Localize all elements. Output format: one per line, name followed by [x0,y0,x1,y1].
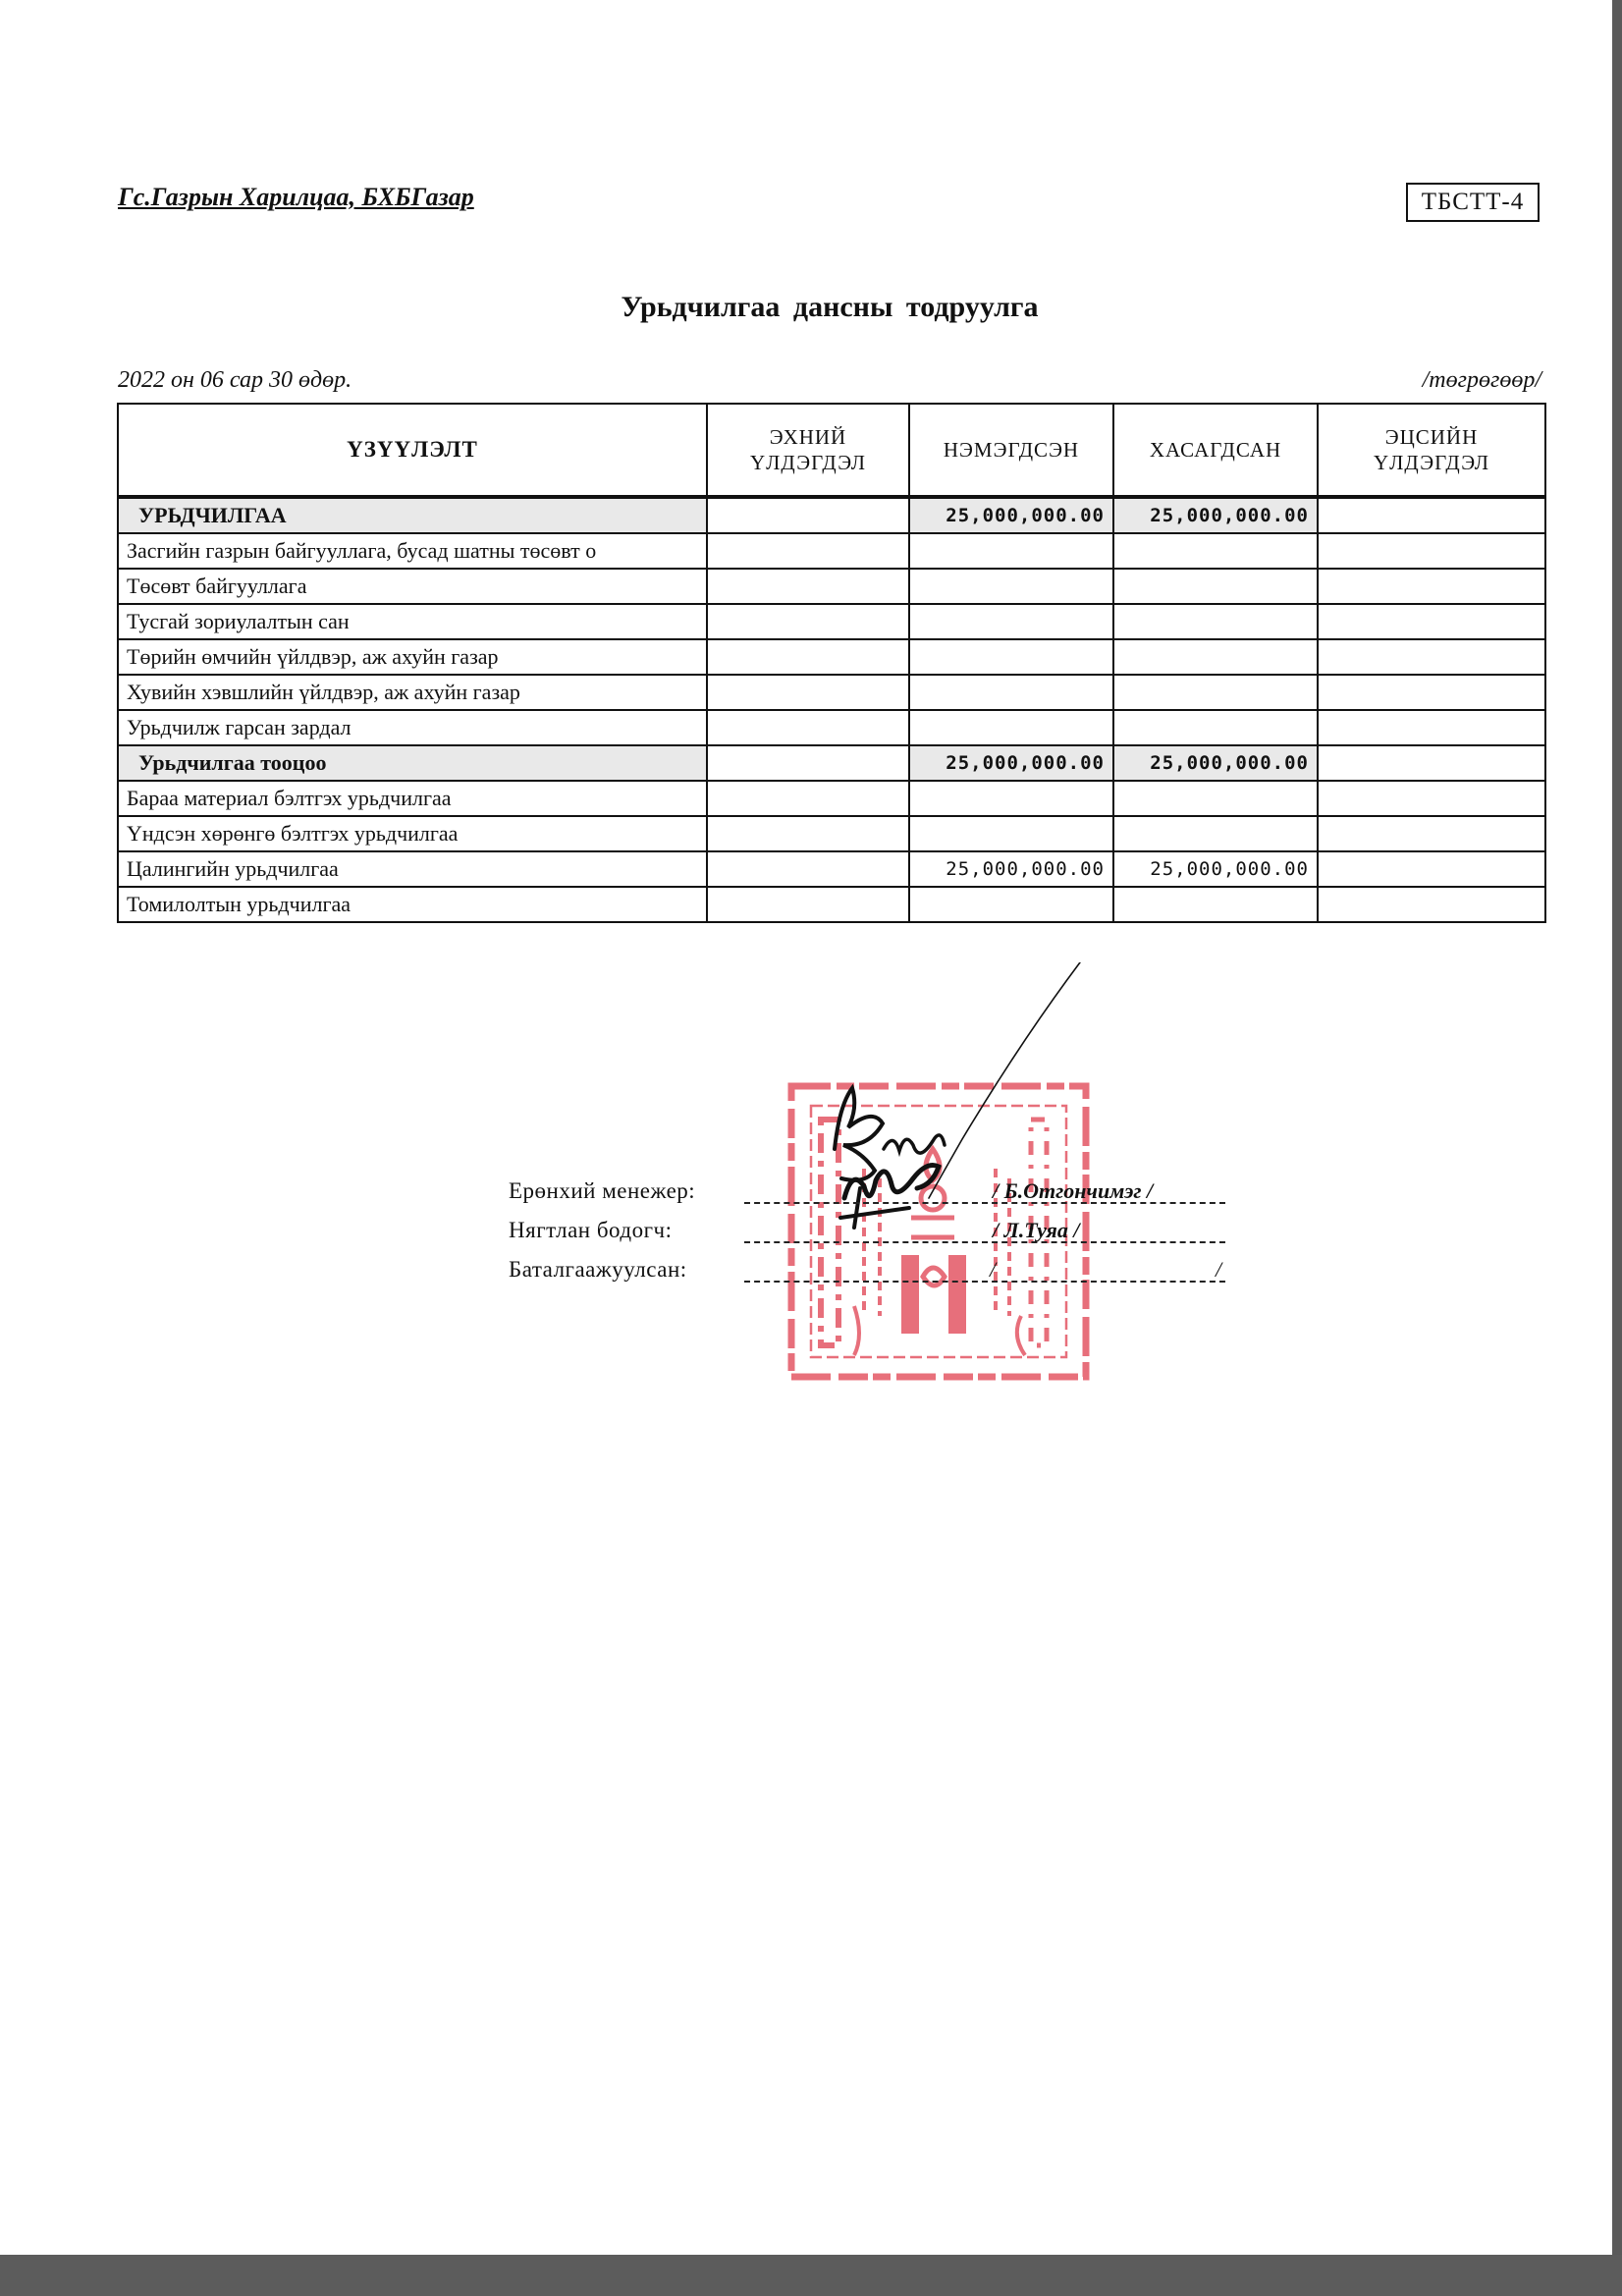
header-closing-line2: ҮЛДЭГДЭЛ [1373,451,1490,474]
header-indicator: ҮЗҮҮЛЭЛТ [118,404,707,497]
row-label: Урьдчилж гарсан зардал [118,710,707,745]
row-deducted [1113,781,1318,816]
row-opening-balance [707,851,909,887]
organization-name: Гс.Газрын Харилцаа, БХБГазар [118,183,474,211]
accountant-label: Нягтлан бодогч: [509,1218,673,1242]
row-added [909,569,1113,604]
row-closing-balance [1318,781,1545,816]
row-label: Тусгай зориулалтын сан [118,604,707,639]
row-label: Төсөвт байгууллага [118,569,707,604]
table-row [118,851,1545,887]
manager-name: / Б.Отгончимэг / [993,1178,1154,1203]
table-row [118,533,1545,569]
accountant-name: / Л.Туяа / [993,1218,1080,1242]
row-deducted: 25,000,000.00 [1113,851,1318,887]
header-added: НЭМЭГДСЭН [909,404,1113,497]
row-label: Төрийн өмчийн үйлдвэр, аж ахуйн газар [118,639,707,675]
table-row [118,497,1545,533]
row-deducted [1113,604,1318,639]
row-opening-balance [707,569,909,604]
table-row [118,710,1545,745]
row-deducted [1113,639,1318,675]
row-closing-balance [1318,710,1545,745]
row-added: 25,000,000.00 [909,497,1113,533]
verified-signature-line [744,1281,1225,1283]
row-added [909,710,1113,745]
header-opening-line2: ҮЛДЭГДЭЛ [749,451,867,474]
row-closing-balance [1318,851,1545,887]
advances-table [117,403,1546,923]
row-added: 25,000,000.00 [909,851,1113,887]
row-opening-balance [707,710,909,745]
verified-close-slash: / [1216,1257,1222,1282]
row-opening-balance [707,675,909,710]
row-closing-balance [1318,745,1545,781]
verified-open-slash: / [990,1257,997,1282]
accountant-signature-line [744,1241,1225,1243]
table-row [118,639,1545,675]
row-added [909,816,1113,851]
table-row [118,816,1545,851]
row-opening-balance [707,533,909,569]
row-label: Бараа материал бэлтгэх урьдчилгаа [118,781,707,816]
row-label: Хувийн хэвшлийн үйлдвэр, аж ахуйн газар [118,675,707,710]
row-opening-balance [707,745,909,781]
table-row [118,569,1545,604]
header-closing-balance [1318,404,1545,497]
table-row [118,887,1545,922]
row-label: Засгийн газрын байгууллага, бусад шатны төсөвт о [118,533,707,569]
manager-label: Ерөнхий менежер: [509,1178,696,1203]
row-deducted [1113,533,1318,569]
row-added [909,675,1113,710]
row-added [909,639,1113,675]
row-closing-balance [1318,887,1545,922]
row-deducted: 25,000,000.00 [1113,745,1318,781]
scan-edge-right [1612,0,1622,2296]
row-opening-balance [707,604,909,639]
header-opening-line1: ЭХНИЙ [769,425,847,449]
form-code-box: ТБСТТ-4 [1406,183,1540,222]
row-opening-balance [707,639,909,675]
row-closing-balance [1318,533,1545,569]
currency-unit: /төгрөгөөр/ [1422,367,1541,393]
row-label: Цалингийн урьдчилгаа [118,851,707,887]
header-deducted: ХАСАГДСАН [1113,404,1318,497]
row-label: Урьдчилгаа тооцоо [118,745,707,781]
row-deducted [1113,816,1318,851]
document-title: Урьдчилгаа дансны тодруулга [621,291,1039,323]
row-closing-balance [1318,675,1545,710]
table-row [118,781,1545,816]
row-label: УРЬДЧИЛГАА [118,497,707,533]
row-added [909,604,1113,639]
table-header-row [118,404,1545,497]
row-added: 25,000,000.00 [909,745,1113,781]
table-row [118,745,1545,781]
signature-row-manager [509,1178,1235,1208]
signature-row-accountant [509,1218,1235,1247]
row-deducted [1113,675,1318,710]
row-deducted: 25,000,000.00 [1113,497,1318,533]
row-opening-balance [707,497,909,533]
row-deducted [1113,710,1318,745]
row-added [909,887,1113,922]
header-opening-balance [707,404,909,497]
row-opening-balance [707,781,909,816]
row-label: Үндсэн хөрөнгө бэлтгэх урьдчилгаа [118,816,707,851]
header-closing-line1: ЭЦСИЙН [1384,425,1479,449]
table-row [118,675,1545,710]
signature-row-verified [509,1257,1235,1286]
scan-edge-bottom [0,2255,1622,2296]
row-label: Томилолтын урьдчилгаа [118,887,707,922]
table-body [118,497,1545,922]
verified-label: Баталгаажуулсан: [509,1257,687,1282]
report-date: 2022 он 06 сар 30 өдөр. [118,367,352,393]
row-opening-balance [707,887,909,922]
row-deducted [1113,569,1318,604]
row-added [909,781,1113,816]
row-closing-balance [1318,569,1545,604]
manager-signature-line [744,1202,1225,1204]
row-closing-balance [1318,604,1545,639]
table-row [118,604,1545,639]
row-closing-balance [1318,816,1545,851]
row-opening-balance [707,816,909,851]
row-closing-balance [1318,639,1545,675]
row-deducted [1113,887,1318,922]
row-added [909,533,1113,569]
row-closing-balance [1318,497,1545,533]
